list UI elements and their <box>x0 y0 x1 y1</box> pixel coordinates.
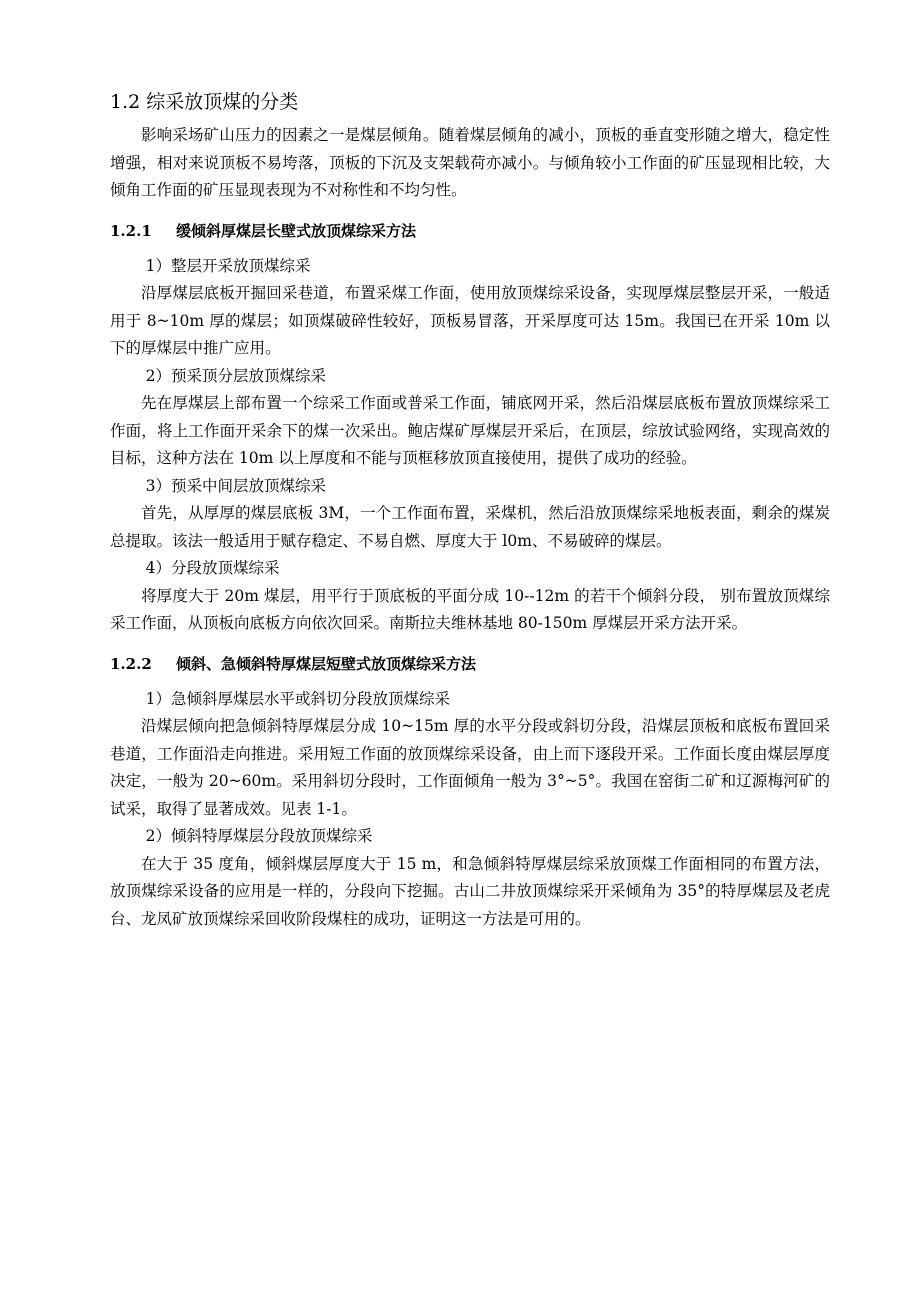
subsection-title: 倾斜、急倾斜特厚煤层短壁式放顶煤综采方法 <box>176 654 477 673</box>
item-heading: 2）预采顶分层放顶煤综采 <box>145 366 327 385</box>
item-paragraph: 在大于 35 度角，倾斜煤层厚度大于 15 m，和急倾斜特厚煤层综采放顶煤工作面相同的布置方法，放顶煤综采设备的应用是一样的，分段向下挖掘。古山二井放顶煤综采开采倾角为 35°的特厚煤层及老虎台、龙凤矿放顶煤综采回收阶段煤柱的成功，证明这一方法是可用的。 <box>110 854 830 928</box>
item-heading: 1）急倾斜厚煤层水平或斜切分段放顶煤综采 <box>145 689 451 708</box>
document-page <box>110 88 830 933</box>
item-paragraph: 沿煤层倾向把急倾斜特厚煤层分成 10~15m 厚的水平分段或斜切分段，沿煤层顶板和底板布置回采巷道，工作面沿走向推进。采用短工作面的放顶煤综采设备，由上而下逐段开采。工作面长度由煤层厚度决定，一般为 20~60m。采用斜切分段时，工作面倾角一般为 3°~5°。我国在窑街二矿和辽源梅河矿的试采，取得了显著成效。见表 1-1。 <box>110 717 830 818</box>
item-paragraph: 先在厚煤层上部布置一个综采工作面或普采工作面，铺底网开采，然后沿煤层底板布置放顶煤综采工作面，将上工作面开采余下的煤一次采出。鲍店煤矿厚煤层开采后，在顶层，综放试验网络，实现高效的目标，这种方法在 10m 以上厚度和不能与顶框移放顶直接使用，提供了成功的经验。 <box>110 394 830 467</box>
subsection-number: 1.2.2 <box>110 654 152 673</box>
item-heading: 2）倾斜特厚煤层分段放顶煤综采 <box>145 827 373 845</box>
intro-paragraph: 影响采场矿山压力的因素之一是煤层倾角。随着煤层倾角的减小，顶板的垂直变形随之增大，稳定性增强，相对来说顶板不易垮落，顶板的下沉及支架载荷亦减小。与倾角较小工作面的矿压显现相比较，大倾角工作面的矿压显现表现为不对称性和不均匀性。 <box>110 126 830 199</box>
item-heading: 4）分段放顶煤综采 <box>145 559 280 577</box>
item-heading: 3）预采中间层放顶煤综采 <box>145 476 327 495</box>
subsection-title: 缓倾斜厚煤层长壁式放顶煤综采方法 <box>176 221 417 240</box>
section-title: 1.2 综采放顶煤的分类 <box>110 91 299 113</box>
subsection-heading-1-2-1 <box>110 219 830 243</box>
item-paragraph: 首先，从厚厚的煤层底板 3M，一个工作面布置，采煤机，然后沿放顶煤综采地板表面，剩余的煤炭总提取。该法一般适用于赋存稳定、不易自燃、厚度大于 l0m、不易破碎的煤层。 <box>110 504 830 550</box>
item-paragraph: 沿厚煤层底板开掘回采巷道，布置采煤工作面，使用放顶煤综采设备，实现厚煤层整层开采，一般适用于 8~10m 厚的煤层；如顶煤破碎性较好，顶板易冒落，开采厚度可达 15m。我国已在开采 10m 以下的厚煤层中推广应用。 <box>110 284 830 357</box>
subsection-number: 1.2.1 <box>110 221 152 240</box>
item-paragraph: 将厚度大于 20m 煤层，用平行于顶底板的平面分成 10--12m 的若干个倾斜分段， 别布置放顶煤综采工作面，从顶板向底板方向依次回采。南斯拉夫维林基地 80-150m 厚煤层开采方法开采。 <box>110 586 830 632</box>
subsection-heading-1-2-2 <box>110 652 830 676</box>
item-heading: 1）整层开采放顶煤综采 <box>145 256 311 275</box>
